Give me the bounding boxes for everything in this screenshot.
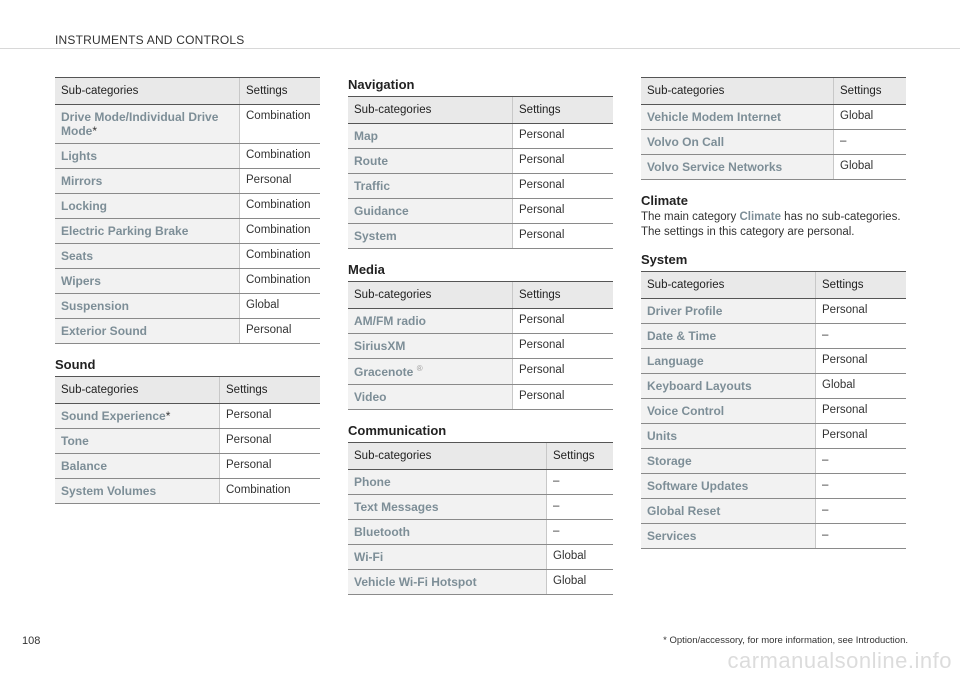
sub-category-label: Vehicle Modem Internet bbox=[647, 110, 782, 124]
setting-value: – bbox=[816, 524, 907, 549]
sub-category-cell bbox=[641, 474, 816, 499]
sub-category-cell bbox=[348, 149, 513, 174]
climate-keyword: Climate bbox=[739, 211, 781, 223]
navigation-settings-table bbox=[348, 96, 613, 249]
footnote: * Option/accessory, for more information, see Introduction. bbox=[663, 635, 908, 646]
header-sub-categories: Sub-categories bbox=[55, 377, 220, 404]
setting-value: Global bbox=[816, 374, 907, 399]
climate-text-pre: The main category bbox=[641, 211, 740, 223]
page-header: INSTRUMENTS AND CONTROLS bbox=[55, 33, 245, 47]
setting-value: Global bbox=[547, 570, 614, 595]
sub-category-cell bbox=[55, 169, 240, 194]
setting-value: Combination bbox=[240, 269, 321, 294]
header-sub-categories: Sub-categories bbox=[348, 282, 513, 309]
table-row bbox=[55, 454, 320, 479]
table-row bbox=[55, 429, 320, 454]
sub-category-label: Tone bbox=[61, 434, 89, 448]
section-title-system: System bbox=[641, 252, 688, 267]
sub-category-label: SiriusXM bbox=[354, 339, 406, 353]
sub-category-cell bbox=[55, 105, 240, 144]
sub-category-cell bbox=[348, 174, 513, 199]
header-settings: Settings bbox=[816, 272, 907, 299]
table-row bbox=[55, 404, 320, 429]
sub-category-label: Date & Time bbox=[647, 329, 717, 343]
watermark: carmanualsonline.info bbox=[727, 648, 952, 673]
sub-category-cell bbox=[348, 124, 513, 149]
setting-value: Combination bbox=[240, 244, 321, 269]
system-settings-body bbox=[641, 299, 906, 549]
table-row bbox=[641, 324, 906, 349]
table-row bbox=[348, 495, 613, 520]
setting-value: Global bbox=[834, 105, 907, 130]
sub-category-cell bbox=[55, 219, 240, 244]
setting-value: Combination bbox=[240, 194, 321, 219]
setting-value: Combination bbox=[240, 219, 321, 244]
media-settings-body bbox=[348, 309, 613, 410]
sub-category-label: Sound Experience bbox=[61, 409, 166, 423]
sub-category-cell bbox=[641, 374, 816, 399]
sub-category-label: Seats bbox=[61, 249, 94, 263]
setting-value: Global bbox=[240, 294, 321, 319]
column-3 bbox=[641, 77, 906, 549]
table-row bbox=[641, 105, 906, 130]
table-row bbox=[55, 169, 320, 194]
table-row bbox=[348, 570, 613, 595]
setting-value: Personal bbox=[513, 334, 614, 359]
setting-value: – bbox=[816, 474, 907, 499]
header-sub-categories: Sub-categories bbox=[348, 443, 547, 470]
general-settings-table bbox=[55, 77, 320, 344]
registered-mark: ® bbox=[416, 364, 423, 373]
sub-category-cell bbox=[348, 545, 547, 570]
setting-value: – bbox=[834, 130, 907, 155]
sub-category-label: Wi-Fi bbox=[354, 550, 384, 564]
table-row bbox=[348, 149, 613, 174]
header-divider bbox=[0, 48, 960, 49]
sub-category-cell bbox=[55, 244, 240, 269]
table-row bbox=[348, 359, 613, 385]
sub-category-label: Driver Profile bbox=[647, 304, 723, 318]
table-row bbox=[641, 299, 906, 324]
page-number: 108 bbox=[22, 635, 41, 647]
sub-category-cell bbox=[348, 224, 513, 249]
table-row bbox=[348, 520, 613, 545]
sub-category-label: Wipers bbox=[61, 274, 101, 288]
option-asterisk: * bbox=[165, 409, 171, 423]
setting-value: Personal bbox=[220, 454, 321, 479]
system-settings-table bbox=[641, 271, 906, 549]
sub-category-label: Video bbox=[354, 390, 387, 404]
sub-category-label: Software Updates bbox=[647, 479, 749, 493]
communication-settings-table bbox=[348, 442, 613, 595]
sub-category-cell bbox=[641, 524, 816, 549]
climate-text-post: has no sub-categories. The settings in this category are personal. bbox=[641, 211, 901, 238]
setting-value: Personal bbox=[513, 149, 614, 174]
sub-category-label: Traffic bbox=[354, 179, 391, 193]
sub-category-label: Language bbox=[647, 354, 704, 368]
sub-category-cell bbox=[641, 424, 816, 449]
sub-category-label: Keyboard Layouts bbox=[647, 379, 752, 393]
sub-category-cell bbox=[641, 399, 816, 424]
table-row bbox=[641, 474, 906, 499]
sub-category-cell bbox=[641, 349, 816, 374]
table-row bbox=[641, 399, 906, 424]
sub-category-cell bbox=[348, 199, 513, 224]
sub-category-cell bbox=[348, 470, 547, 495]
section-title-navigation: Navigation bbox=[348, 77, 415, 92]
sub-category-cell bbox=[348, 520, 547, 545]
setting-value: Combination bbox=[240, 105, 321, 144]
sub-category-label: Route bbox=[354, 154, 388, 168]
section-title-climate: Climate bbox=[641, 193, 688, 208]
section-title-communication: Communication bbox=[348, 423, 447, 438]
setting-value: Personal bbox=[513, 309, 614, 334]
connectivity-settings-body bbox=[641, 105, 906, 180]
sub-category-label: Vehicle Wi-Fi Hotspot bbox=[354, 575, 477, 589]
sub-category-cell bbox=[348, 359, 513, 385]
connectivity-settings-table bbox=[641, 77, 906, 180]
sub-category-label: Guidance bbox=[354, 204, 409, 218]
table-row bbox=[641, 130, 906, 155]
sub-category-cell bbox=[641, 299, 816, 324]
table-row bbox=[641, 524, 906, 549]
sub-category-label: Bluetooth bbox=[354, 525, 410, 539]
table-row bbox=[55, 269, 320, 294]
sub-category-label: Mirrors bbox=[61, 174, 103, 188]
sub-category-label: Volvo On Call bbox=[647, 135, 725, 149]
setting-value: Personal bbox=[513, 199, 614, 224]
setting-value: Personal bbox=[240, 319, 321, 344]
sub-category-cell bbox=[641, 155, 834, 180]
setting-value: Personal bbox=[513, 224, 614, 249]
sub-category-cell bbox=[348, 495, 547, 520]
sub-category-cell bbox=[641, 499, 816, 524]
setting-value: Global bbox=[547, 545, 614, 570]
header-settings: Settings bbox=[834, 78, 907, 105]
setting-value: Combination bbox=[240, 144, 321, 169]
setting-value: – bbox=[547, 495, 614, 520]
header-sub-categories: Sub-categories bbox=[641, 78, 834, 105]
section-title-media: Media bbox=[348, 262, 385, 277]
sound-settings-table bbox=[55, 376, 320, 504]
climate-description bbox=[641, 210, 901, 240]
setting-value: Personal bbox=[513, 174, 614, 199]
sub-category-cell bbox=[641, 324, 816, 349]
header-settings: Settings bbox=[220, 377, 321, 404]
setting-value: Global bbox=[834, 155, 907, 180]
setting-value: Personal bbox=[220, 429, 321, 454]
setting-value: Personal bbox=[816, 299, 907, 324]
setting-value: – bbox=[547, 470, 614, 495]
sub-category-label: Drive Mode/Individual Drive Mode bbox=[61, 110, 219, 138]
sub-category-cell bbox=[55, 319, 240, 344]
setting-value: Personal bbox=[240, 169, 321, 194]
sub-category-cell bbox=[348, 570, 547, 595]
sub-category-cell bbox=[55, 479, 220, 504]
setting-value: Combination bbox=[220, 479, 321, 504]
table-row bbox=[641, 374, 906, 399]
sub-category-cell bbox=[55, 429, 220, 454]
sub-category-cell bbox=[55, 269, 240, 294]
setting-value: Personal bbox=[513, 359, 614, 385]
sub-category-cell bbox=[641, 449, 816, 474]
sub-category-label: Phone bbox=[354, 475, 391, 489]
table-row bbox=[348, 199, 613, 224]
table-row bbox=[55, 105, 320, 144]
table-row bbox=[55, 194, 320, 219]
navigation-settings-body bbox=[348, 124, 613, 249]
setting-value: Personal bbox=[513, 385, 614, 410]
communication-settings-body bbox=[348, 470, 613, 595]
sub-category-cell bbox=[55, 294, 240, 319]
table-row bbox=[55, 219, 320, 244]
sub-category-label: Voice Control bbox=[647, 404, 725, 418]
setting-value: Personal bbox=[513, 124, 614, 149]
table-row bbox=[348, 334, 613, 359]
table-row bbox=[641, 499, 906, 524]
sub-category-label: Text Messages bbox=[354, 500, 439, 514]
header-settings: Settings bbox=[513, 97, 614, 124]
table-row bbox=[641, 349, 906, 374]
setting-value: – bbox=[816, 449, 907, 474]
sub-category-cell bbox=[55, 404, 220, 429]
sub-category-label: Services bbox=[647, 529, 697, 543]
setting-value: Personal bbox=[816, 424, 907, 449]
sound-settings-body bbox=[55, 404, 320, 504]
column-1 bbox=[55, 77, 320, 504]
column-2 bbox=[348, 77, 613, 595]
sub-category-label: Gracenote bbox=[354, 365, 414, 379]
table-row bbox=[348, 470, 613, 495]
table-row bbox=[55, 244, 320, 269]
sub-category-label: Map bbox=[354, 129, 378, 143]
table-row bbox=[348, 124, 613, 149]
table-row bbox=[348, 224, 613, 249]
sub-category-label: AM/FM radio bbox=[354, 314, 426, 328]
table-row bbox=[55, 144, 320, 169]
sub-category-label: Electric Parking Brake bbox=[61, 224, 189, 238]
sub-category-label: Balance bbox=[61, 459, 108, 473]
sub-category-cell bbox=[641, 130, 834, 155]
sub-category-label: Global Reset bbox=[647, 504, 721, 518]
sub-category-cell bbox=[55, 454, 220, 479]
sub-category-cell bbox=[55, 194, 240, 219]
sub-category-label: Exterior Sound bbox=[61, 324, 148, 338]
general-settings-body bbox=[55, 105, 320, 344]
sub-category-cell bbox=[348, 385, 513, 410]
header-sub-categories: Sub-categories bbox=[55, 78, 240, 105]
sub-category-cell bbox=[348, 334, 513, 359]
sub-category-label: Suspension bbox=[61, 299, 130, 313]
header-settings: Settings bbox=[547, 443, 614, 470]
sub-category-label: Storage bbox=[647, 454, 692, 468]
header-sub-categories: Sub-categories bbox=[348, 97, 513, 124]
table-row bbox=[348, 174, 613, 199]
table-row bbox=[55, 319, 320, 344]
sub-category-label: Volvo Service Networks bbox=[647, 160, 783, 174]
setting-value: – bbox=[816, 324, 907, 349]
setting-value: – bbox=[547, 520, 614, 545]
media-settings-table bbox=[348, 281, 613, 410]
header-settings: Settings bbox=[240, 78, 321, 105]
section-title-sound: Sound bbox=[55, 357, 96, 372]
header-sub-categories: Sub-categories bbox=[641, 272, 816, 299]
setting-value: Personal bbox=[816, 349, 907, 374]
table-row bbox=[55, 479, 320, 504]
sub-category-label: Units bbox=[647, 429, 677, 443]
setting-value: Personal bbox=[220, 404, 321, 429]
table-row bbox=[641, 424, 906, 449]
table-row bbox=[348, 385, 613, 410]
sub-category-cell bbox=[348, 309, 513, 334]
sub-category-label: System Volumes bbox=[61, 484, 157, 498]
option-asterisk: * bbox=[92, 124, 98, 138]
sub-category-label: System bbox=[354, 229, 397, 243]
table-row bbox=[348, 545, 613, 570]
table-row bbox=[55, 294, 320, 319]
table-row bbox=[641, 449, 906, 474]
sub-category-label: Locking bbox=[61, 199, 108, 213]
sub-category-cell bbox=[641, 105, 834, 130]
header-settings: Settings bbox=[513, 282, 614, 309]
sub-category-cell bbox=[55, 144, 240, 169]
sub-category-label: Lights bbox=[61, 149, 97, 163]
table-row bbox=[641, 155, 906, 180]
setting-value: Personal bbox=[816, 399, 907, 424]
setting-value: – bbox=[816, 499, 907, 524]
table-row bbox=[348, 309, 613, 334]
